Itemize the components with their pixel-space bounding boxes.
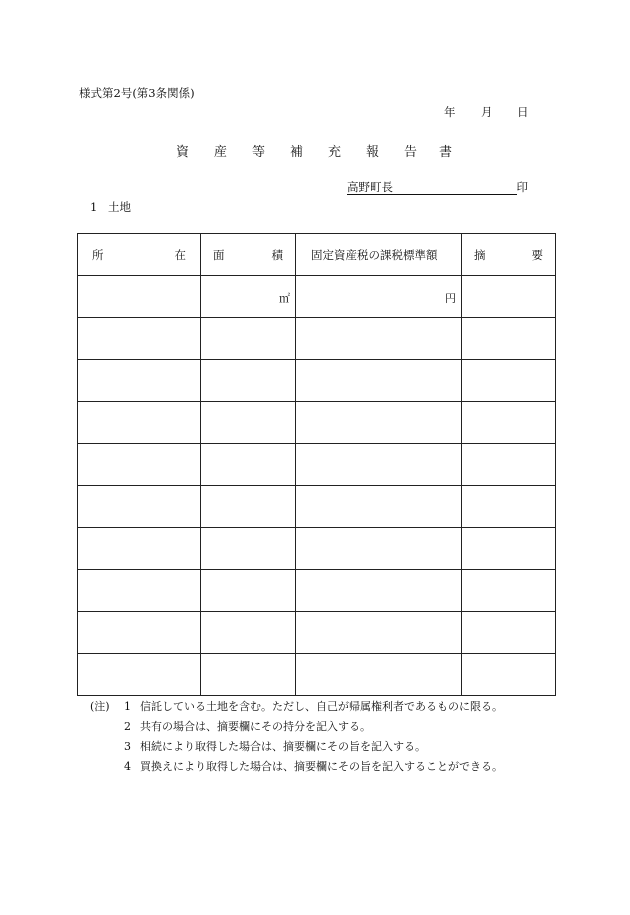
header-area: 面 積: [201, 234, 296, 276]
table-row: [78, 444, 556, 486]
table-row: [78, 486, 556, 528]
header-location: 所 在: [78, 234, 201, 276]
cell-area[interactable]: [201, 612, 296, 654]
land-asset-table: [77, 233, 556, 696]
table-row: [78, 612, 556, 654]
title-char: 告: [404, 145, 418, 160]
header-remarks: 摘 要: [462, 234, 556, 276]
title-char: 等: [252, 145, 266, 160]
cell-tax-value[interactable]: [296, 486, 462, 528]
cell-remarks[interactable]: [462, 486, 556, 528]
cell-location[interactable]: [78, 444, 201, 486]
title-char: 補: [290, 145, 304, 160]
cell-tax-value[interactable]: [296, 612, 462, 654]
cell-remarks[interactable]: [462, 570, 556, 612]
cell-remarks[interactable]: [462, 654, 556, 696]
mayor-name: 高野町長: [347, 180, 393, 194]
cell-area[interactable]: [201, 276, 296, 318]
cell-location[interactable]: [78, 402, 201, 444]
title-char: 書: [439, 145, 453, 160]
date-month-label: 月: [481, 105, 493, 119]
cell-area[interactable]: [201, 528, 296, 570]
cell-remarks[interactable]: [462, 402, 556, 444]
cell-tax-value[interactable]: [296, 528, 462, 570]
cell-area[interactable]: [201, 654, 296, 696]
form-number: 様式第2号(第3条関係): [79, 86, 195, 100]
table-row: [78, 528, 556, 570]
cell-remarks[interactable]: [462, 528, 556, 570]
cell-area[interactable]: [201, 402, 296, 444]
seal-mark: 印: [516, 180, 528, 194]
cell-location[interactable]: [78, 276, 201, 318]
cell-location[interactable]: [78, 318, 201, 360]
section-heading: [90, 199, 131, 215]
cell-remarks[interactable]: [462, 318, 556, 360]
cell-location[interactable]: [78, 360, 201, 402]
cell-location[interactable]: [78, 654, 201, 696]
area-unit: ㎡: [279, 292, 290, 305]
cell-remarks[interactable]: [462, 276, 556, 318]
table-row: [78, 402, 556, 444]
date-year-label: 年: [444, 105, 456, 119]
cell-location[interactable]: [78, 570, 201, 612]
cell-tax-value[interactable]: [296, 402, 462, 444]
cell-remarks[interactable]: [462, 612, 556, 654]
cell-area[interactable]: [201, 444, 296, 486]
cell-tax-value[interactable]: [296, 276, 462, 318]
table-row: [78, 570, 556, 612]
table-row: [78, 654, 556, 696]
table-row: [78, 276, 556, 318]
cell-remarks[interactable]: [462, 444, 556, 486]
cell-area[interactable]: [201, 570, 296, 612]
cell-tax-value[interactable]: [296, 318, 462, 360]
title-char: 報: [366, 145, 380, 160]
cell-area[interactable]: [201, 318, 296, 360]
table-row: [78, 318, 556, 360]
mayor-underline: [347, 194, 517, 195]
title-char: 資: [176, 145, 190, 160]
title-char: 充: [328, 145, 342, 160]
header-tax-value: 固定資産税の課税標準額: [296, 234, 462, 276]
cell-tax-value[interactable]: [296, 570, 462, 612]
section-label: 土地: [108, 200, 131, 214]
cell-area[interactable]: [201, 360, 296, 402]
title-char: 産: [214, 145, 228, 160]
cell-location[interactable]: [78, 486, 201, 528]
cell-remarks[interactable]: [462, 360, 556, 402]
cell-tax-value[interactable]: [296, 360, 462, 402]
table-header-row: [78, 234, 556, 276]
notes-heading: (注): [90, 700, 110, 713]
section-number: 1: [90, 200, 98, 214]
cell-tax-value[interactable]: [296, 444, 462, 486]
cell-location[interactable]: [78, 528, 201, 570]
cell-location[interactable]: [78, 612, 201, 654]
date-day-label: 日: [517, 105, 529, 119]
cell-area[interactable]: [201, 486, 296, 528]
yen-unit: 円: [445, 292, 456, 305]
cell-tax-value[interactable]: [296, 654, 462, 696]
table-row: [78, 360, 556, 402]
